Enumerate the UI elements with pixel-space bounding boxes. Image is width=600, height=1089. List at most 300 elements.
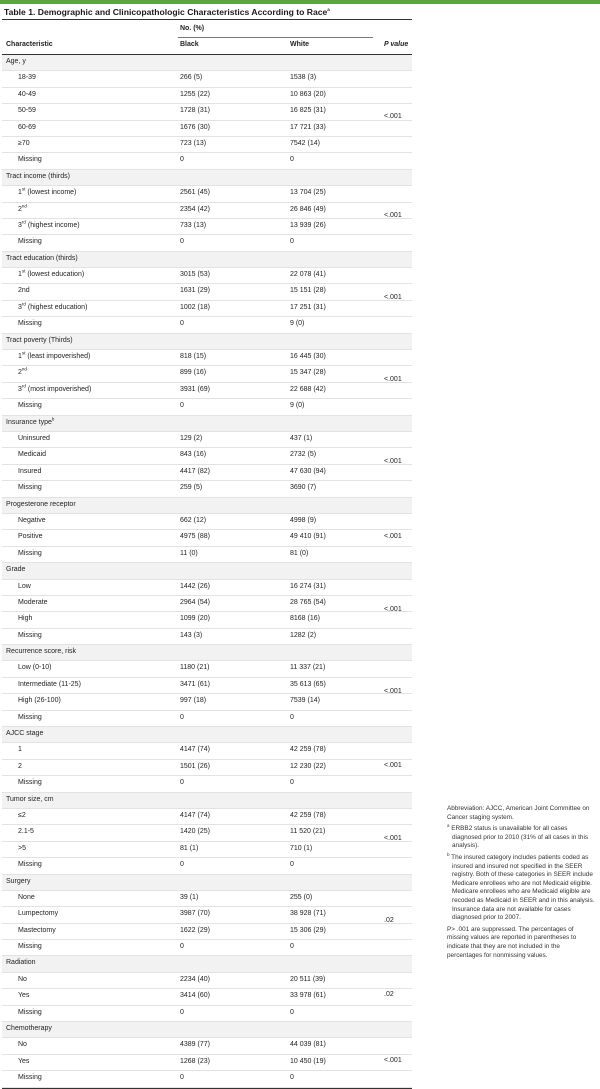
row-label-text: None: [18, 893, 35, 901]
footnote-b: [447, 851, 595, 923]
black-value: 1622 (29): [180, 926, 210, 934]
table-row: [2, 711, 412, 727]
group-rows: [2, 71, 412, 169]
white-value: 437 (1): [290, 434, 313, 442]
group-rows: [2, 350, 412, 416]
white-value: 8168 (16): [290, 615, 320, 623]
white-value: 13 939 (26): [290, 221, 326, 229]
black-value: 0: [180, 1008, 184, 1016]
black-value: 2561 (45): [180, 189, 210, 197]
table-row: [2, 760, 412, 776]
row-label-text: Missing: [18, 861, 42, 869]
row-label-text: Mastectomy: [18, 926, 56, 934]
row-label: [18, 550, 42, 557]
group-rows: [2, 743, 412, 792]
black-value: 1099 (20): [180, 615, 210, 623]
row-label: [18, 301, 88, 311]
row-label-suffix: (highest income): [25, 221, 80, 229]
group-label-text: AJCC stage: [6, 730, 44, 738]
row-label: [18, 632, 42, 639]
group-header-row: [2, 498, 412, 514]
row-label-text: 2nd: [18, 287, 30, 295]
black-value: 0: [180, 156, 184, 164]
row-label: [18, 203, 27, 213]
black-value: 1442 (26): [180, 582, 210, 590]
black-value: 81 (1): [180, 844, 199, 852]
row-label: [18, 1058, 29, 1065]
table-header: [2, 19, 412, 55]
row-label: [18, 369, 27, 376]
row-label: [18, 1074, 42, 1081]
row-label: [18, 1009, 42, 1016]
white-value: 16 445 (30): [290, 353, 326, 361]
white-value: 0: [290, 1074, 294, 1082]
row-label: [18, 402, 42, 409]
group-label-text: Tract education (thirds): [6, 254, 78, 262]
white-value: 0: [290, 943, 294, 951]
table-row: [2, 186, 412, 202]
group-label: [6, 337, 73, 344]
table-row: [2, 776, 412, 792]
row-label: [18, 350, 91, 361]
black-value: 259 (5): [180, 484, 203, 492]
table-row: [2, 448, 412, 464]
group-label: [6, 959, 36, 966]
characteristic-header: Characteristic: [6, 41, 53, 48]
row-label-text: High: [18, 615, 33, 623]
row-label-ordinal: st: [21, 268, 26, 274]
row-label-text: High (26-100): [18, 697, 61, 705]
white-value: 42 259 (78): [290, 746, 326, 754]
row-label-text: Low (0-10): [18, 664, 52, 672]
row-label: [18, 287, 30, 294]
group-rows: [2, 186, 412, 252]
table-row: [2, 924, 412, 940]
table-row: [2, 547, 412, 563]
abbreviation-note: Abbreviation: AJCC, American Joint Committee on Cancer staging system.: [447, 805, 590, 821]
black-value: 662 (12): [180, 516, 207, 524]
white-value: 22 078 (41): [290, 271, 326, 279]
table-row: [2, 678, 412, 694]
white-value: 12 230 (22): [290, 762, 326, 770]
group-label-text: Surgery: [6, 877, 31, 885]
row-label-ordinal: rd: [21, 301, 26, 307]
row-label: [18, 697, 61, 704]
table-row: [2, 104, 412, 120]
black-value: 4417 (82): [180, 467, 210, 475]
group-label-text: Radiation: [6, 959, 36, 967]
group-header-row: [2, 55, 412, 71]
table-row: [2, 137, 412, 153]
black-value: 997 (18): [180, 697, 207, 705]
table-row: [2, 825, 412, 841]
black-value: 1420 (25): [180, 828, 210, 836]
row-label-text: Moderate: [18, 598, 48, 606]
group-label-text: Tract income (thirds): [6, 172, 70, 180]
white-value: 710 (1): [290, 844, 313, 852]
row-label: [18, 828, 34, 835]
row-label-text: ≤2: [18, 811, 26, 819]
table-row: [2, 891, 412, 907]
row-label-text: Yes: [18, 1057, 30, 1065]
row-label: [18, 74, 36, 81]
group-header-row: [2, 793, 412, 809]
row-label-suffix: (highest education): [25, 303, 88, 311]
p-value: <.001: [384, 1057, 402, 1065]
title-footnote-mark: a: [327, 7, 330, 13]
black-value: 843 (16): [180, 451, 207, 459]
white-value: 15 151 (28): [290, 287, 326, 295]
table-row: [2, 661, 412, 677]
row-label-text: 2: [18, 369, 22, 377]
black-value: 1255 (22): [180, 90, 210, 98]
header-accent-bar: [0, 0, 600, 4]
black-value: 723 (13): [180, 139, 207, 147]
row-label-text: 2.1-5: [18, 828, 34, 836]
group-label-footnote-mark: b: [51, 416, 55, 422]
row-label-text: Missing: [18, 779, 42, 787]
white-header: White: [290, 41, 310, 48]
group-rows: [2, 973, 412, 1022]
row-label-text: 3: [18, 303, 22, 311]
white-value: 3690 (7): [290, 484, 317, 492]
table-row: [2, 596, 412, 612]
white-value: 42 259 (78): [290, 811, 326, 819]
row-label-text: Missing: [18, 1074, 42, 1082]
black-value: 4147 (74): [180, 746, 210, 754]
row-label: [18, 910, 58, 917]
row-label: [18, 664, 51, 671]
black-value: 0: [180, 943, 184, 951]
p-value: <.001: [384, 835, 402, 843]
row-label: [18, 943, 42, 950]
row-label-suffix: (lowest education): [25, 271, 85, 279]
group-rows: [2, 514, 412, 563]
white-value: 33 978 (61): [290, 992, 326, 1000]
row-label: [18, 845, 26, 852]
black-value: 1002 (18): [180, 303, 210, 311]
table-row: [2, 88, 412, 104]
footnote-a-text: ERBB2 status is unavailable for all cases diagnosed prior to 2010 (31% of all cases in this analysis).: [449, 825, 589, 850]
group-label-text: Grade: [6, 566, 26, 574]
white-value: 0: [290, 713, 294, 721]
black-value: 39 (1): [180, 893, 199, 901]
group-header-row: [2, 645, 412, 661]
row-label-text: 60-69: [18, 123, 36, 131]
white-value: 11 520 (21): [290, 828, 326, 836]
group-rows: [2, 1038, 412, 1087]
group-label-text: Progesterone receptor: [6, 500, 76, 508]
white-value: 2732 (5): [290, 451, 317, 459]
row-label-text: Missing: [18, 1008, 42, 1016]
group-rows: [2, 268, 412, 334]
row-label-text: 2: [18, 762, 22, 770]
white-value: 0: [290, 779, 294, 787]
footnote-b-text: The insured category includes patients coded as insured and insured not specified in the SEER registry. Both of these categories in SEER include Medicare enrollees who are not Medicaid eligible. Medicare enrollees who are Medicaid eligible are recoded as Medicaid in SEER and in this analysis. Insurance data are not available for cases diagnosed prior to 2007.: [449, 853, 595, 922]
table-row: [2, 694, 412, 710]
table-title: [4, 7, 330, 17]
black-value: 0: [180, 861, 184, 869]
row-label: [18, 268, 85, 279]
row-label: [18, 681, 81, 688]
table-row: [2, 842, 412, 858]
row-label: [18, 763, 22, 770]
white-value: 9 (0): [290, 402, 305, 410]
black-value: 0: [180, 402, 184, 410]
p-value: <.001: [384, 113, 402, 121]
characteristics-table: [2, 19, 412, 1089]
table-row: [2, 219, 412, 235]
table-row: [2, 629, 412, 645]
row-label: [18, 599, 48, 606]
no-pct-header: No. (%): [180, 25, 205, 32]
row-label-text: Missing: [18, 549, 42, 557]
white-value: 35 613 (65): [290, 680, 326, 688]
black-value: 2354 (42): [180, 205, 210, 213]
group-rows: [2, 661, 412, 727]
row-label: [18, 91, 36, 98]
table-row: [2, 317, 412, 333]
table-row: [2, 612, 412, 628]
row-label-text: Lumpectomy: [18, 910, 59, 918]
black-value: 1676 (30): [180, 123, 210, 131]
row-label-suffix: (least impoverished): [25, 353, 91, 361]
row-label-ordinal: nd: [21, 203, 27, 209]
p-value: <.001: [384, 376, 402, 384]
group-label: [6, 416, 55, 426]
black-value: 1728 (31): [180, 107, 210, 115]
table-row: [2, 284, 412, 300]
white-value: 17 251 (31): [290, 303, 326, 311]
group-label: [6, 796, 54, 803]
p-value: .02: [384, 991, 394, 999]
group-label-text: Age, y: [6, 58, 26, 65]
row-label-suffix: (lowest income): [25, 189, 77, 197]
white-value: 0: [290, 861, 294, 869]
black-value: 1501 (26): [180, 762, 210, 770]
row-label-text: 1: [18, 271, 22, 279]
table-row: [2, 153, 412, 169]
white-value: 44 039 (81): [290, 1041, 326, 1049]
table-row: [2, 514, 412, 530]
footnote-a: [447, 825, 595, 851]
black-value: 0: [180, 238, 184, 246]
row-label-text: Medicaid: [18, 451, 47, 459]
table-row: [2, 743, 412, 759]
group-label-text: Chemotherapy: [6, 1025, 52, 1033]
table-row: [2, 1006, 412, 1022]
black-value: 3471 (61): [180, 680, 210, 688]
row-label-text: 2: [18, 205, 22, 213]
table-footnotes: [447, 805, 595, 963]
table-row: [2, 350, 412, 366]
black-value: 1180 (21): [180, 664, 210, 672]
row-label-text: Yes: [18, 992, 30, 1000]
group-label: [6, 173, 70, 180]
table-row: [2, 973, 412, 989]
row-label: [18, 517, 46, 524]
group-label-text: Tract poverty (Thirds): [6, 336, 73, 344]
white-value: 10 450 (19): [290, 1057, 326, 1065]
table-row: [2, 1071, 412, 1087]
row-label-text: 1: [18, 746, 22, 754]
black-value: 0: [180, 713, 184, 721]
group-rows: [2, 809, 412, 875]
black-value: 3015 (53): [180, 271, 210, 279]
white-value: 1282 (2): [290, 631, 317, 639]
black-value: 0: [180, 320, 184, 328]
black-value: 266 (5): [180, 74, 203, 82]
row-label: [18, 779, 42, 786]
black-value: 2234 (40): [180, 975, 210, 983]
group-header-row: [2, 1022, 412, 1038]
black-value: 4389 (77): [180, 1041, 210, 1049]
row-label: [18, 533, 43, 540]
black-value: 0: [180, 1074, 184, 1082]
white-value: 20 511 (39): [290, 975, 326, 983]
white-value: 0: [290, 156, 294, 164]
white-value: 7539 (14): [290, 697, 320, 705]
table-row: [2, 940, 412, 956]
row-label-text: Missing: [18, 631, 42, 639]
row-label-suffix: (most impoverished): [25, 385, 92, 393]
table-row: [2, 121, 412, 137]
row-label: [18, 992, 29, 999]
white-value: 49 410 (91): [290, 533, 326, 541]
row-label-text: 3: [18, 221, 22, 229]
group-label: [6, 501, 76, 508]
white-value: 17 721 (33): [290, 123, 326, 131]
row-label: [18, 583, 31, 590]
white-value: 15 306 (29): [290, 926, 326, 934]
row-label: [18, 435, 50, 442]
row-label-text: Insured: [18, 467, 42, 475]
group-header-row: [2, 170, 412, 186]
white-value: 16 825 (31): [290, 107, 326, 115]
white-value: 26 846 (49): [290, 205, 326, 213]
row-label-ordinal: rd: [21, 383, 26, 389]
row-label-text: Low: [18, 582, 31, 590]
p-value-header: P value: [384, 41, 409, 48]
row-label-ordinal: st: [21, 350, 26, 356]
row-label-text: Missing: [18, 713, 42, 721]
group-label: [6, 255, 78, 262]
white-value: 16 274 (31): [290, 582, 326, 590]
table-body: [2, 55, 412, 1088]
footnote-a-mark: a: [447, 823, 450, 829]
white-value: 15 347 (28): [290, 369, 326, 377]
row-label-text: Missing: [18, 484, 42, 492]
black-value: 129 (2): [180, 434, 203, 442]
group-header-row: [2, 252, 412, 268]
white-value: 47 630 (94): [290, 467, 326, 475]
black-value: 1268 (23): [180, 1057, 210, 1065]
table-row: [2, 268, 412, 284]
group-rows: [2, 891, 412, 957]
table-row: [2, 858, 412, 874]
white-value: 1538 (3): [290, 74, 317, 82]
group-header-row: [2, 416, 412, 432]
black-value: 0: [180, 779, 184, 787]
row-label-text: 40-49: [18, 90, 36, 98]
row-label-text: Negative: [18, 516, 46, 524]
white-value: 11 337 (21): [290, 664, 326, 672]
white-value: 0: [290, 1008, 294, 1016]
row-label-text: No: [18, 1041, 27, 1049]
table-row: [2, 203, 412, 219]
table-row: [2, 1055, 412, 1071]
row-label-text: Missing: [18, 238, 42, 246]
p-value: <.001: [384, 458, 402, 466]
footnote-b-mark: b: [447, 851, 450, 857]
row-label-text: Missing: [18, 402, 42, 410]
row-label: [18, 615, 32, 622]
row-label-text: 50-59: [18, 107, 36, 115]
row-label-text: Positive: [18, 533, 43, 541]
row-label-text: 3: [18, 385, 22, 393]
row-label-ordinal: rd: [21, 219, 26, 225]
table-row: [2, 366, 412, 382]
black-value: 4975 (88): [180, 533, 210, 541]
table-row: [2, 1038, 412, 1054]
row-label: [18, 812, 26, 819]
table-row: [2, 989, 412, 1005]
row-label: [18, 894, 35, 901]
black-value: 3931 (69): [180, 385, 210, 393]
row-label-text: 18-39: [18, 74, 36, 82]
black-value: 143 (3): [180, 631, 203, 639]
row-label: [18, 238, 42, 245]
row-label: [18, 484, 42, 491]
row-label: [18, 124, 36, 131]
table-row: [2, 580, 412, 596]
p-value: <.001: [384, 294, 402, 302]
row-label-text: >5: [18, 844, 26, 852]
white-value: 7542 (14): [290, 139, 320, 147]
group-rows: [2, 432, 412, 498]
table-row: [2, 465, 412, 481]
row-label-text: 1: [18, 189, 22, 197]
black-value: 4147 (74): [180, 811, 210, 819]
row-label-text: Missing: [18, 320, 42, 328]
row-label: [18, 140, 30, 147]
p-value: .02: [384, 917, 394, 925]
no-pct-rule: [178, 37, 373, 38]
black-value: 818 (15): [180, 353, 207, 361]
white-value: 81 (0): [290, 549, 309, 557]
white-value: 255 (0): [290, 893, 313, 901]
row-label-ordinal: st: [21, 186, 26, 192]
row-label-ordinal: nd: [21, 367, 27, 373]
black-value: 733 (13): [180, 221, 207, 229]
row-label-text: Missing: [18, 943, 42, 951]
white-value: 0: [290, 238, 294, 246]
group-header-row: [2, 334, 412, 350]
row-label: [18, 746, 22, 753]
white-value: 4998 (9): [290, 516, 317, 524]
row-label-text: ≥70: [18, 139, 30, 147]
table-row: [2, 530, 412, 546]
row-label: [18, 927, 56, 934]
table-row: [2, 907, 412, 923]
group-header-row: [2, 727, 412, 743]
white-value: 22 688 (42): [290, 385, 326, 393]
group-label: [6, 648, 76, 655]
black-value: 11 (0): [180, 549, 198, 557]
white-value: 28 765 (54): [290, 598, 326, 606]
table-row: [2, 235, 412, 251]
p-value: <.001: [384, 212, 402, 220]
